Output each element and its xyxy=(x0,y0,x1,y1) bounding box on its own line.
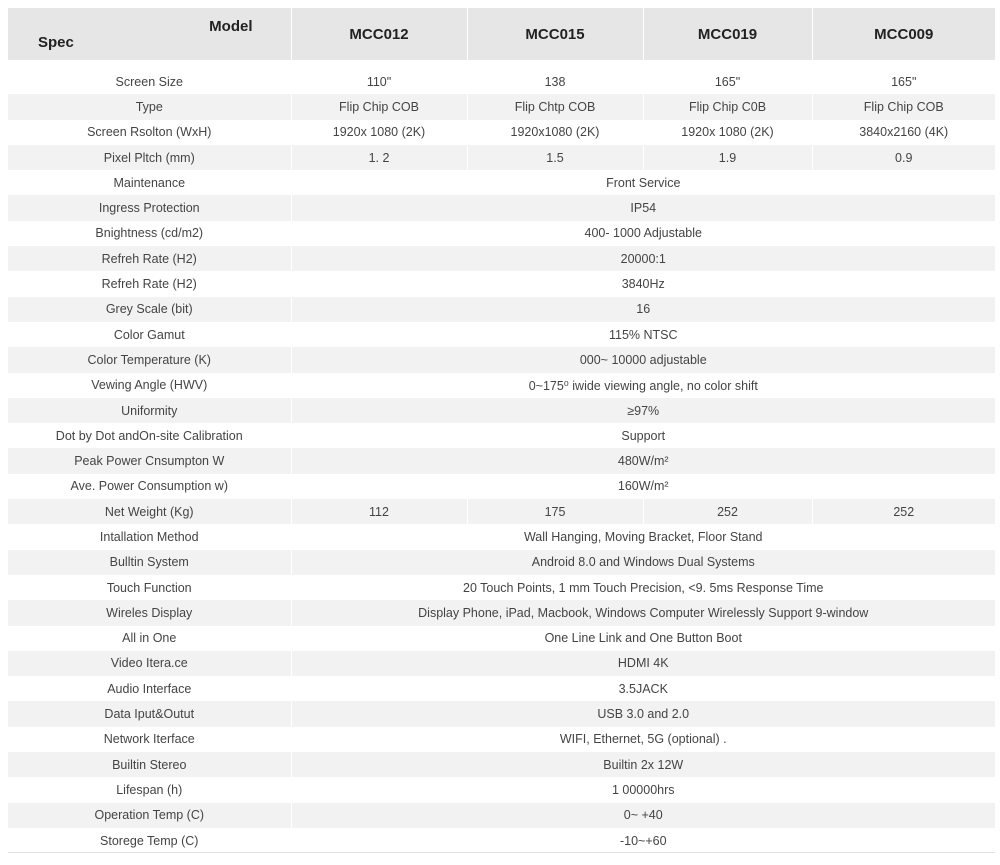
spec-label-cell: Grey Scale (bit) xyxy=(8,297,291,322)
spec-label-cell: Video Itera.ce xyxy=(8,651,291,676)
spec-label-cell: Audio Interface xyxy=(8,676,291,701)
spec-label-cell: Bulltin System xyxy=(8,550,291,575)
table-row xyxy=(8,398,995,423)
spec-value-cell-merged: 0~ +40 xyxy=(291,803,995,828)
table-row xyxy=(8,271,995,296)
spec-comparison-table xyxy=(8,8,995,853)
spec-value-cell: 1920x1080 (2K) xyxy=(467,120,643,145)
spec-label-cell: Wireles Display xyxy=(8,600,291,625)
spec-label-cell: Bnightness (cd/m2) xyxy=(8,221,291,246)
spec-value-cell-merged: One Line Link and One Button Boot xyxy=(291,626,995,651)
header-model-mcc019: MCC019 xyxy=(643,8,812,60)
spec-value-cell: 112 xyxy=(291,499,467,524)
header-corner-cell xyxy=(8,8,291,60)
spec-value-cell-merged: 3840Hz xyxy=(291,271,995,296)
spec-value-cell: 3840x2160 (4K) xyxy=(812,120,995,145)
spec-value-cell-merged: -10~+60 xyxy=(291,828,995,853)
table-bottom-divider xyxy=(8,852,995,853)
header-model-label: Model xyxy=(209,18,253,35)
spec-value-cell-merged: Front Service xyxy=(291,170,995,195)
spec-value-cell: 1. 2 xyxy=(291,145,467,170)
spec-value-cell-merged: Wall Hanging, Moving Bracket, Floor Stand xyxy=(291,524,995,549)
spec-value-cell-merged: 400- 1000 Adjustable xyxy=(291,221,995,246)
table-row xyxy=(8,448,995,473)
spec-label-cell: Refreh Rate (H2) xyxy=(8,271,291,296)
spec-value-cell-merged: IP54 xyxy=(291,195,995,220)
spec-label-cell: Touch Function xyxy=(8,575,291,600)
spec-label-cell: Ingress Protection xyxy=(8,195,291,220)
spec-label-cell: Operation Temp (C) xyxy=(8,803,291,828)
spec-value-cell: 165" xyxy=(812,69,995,94)
table-row xyxy=(8,828,995,853)
spec-label-cell: Storege Temp (C) xyxy=(8,828,291,853)
spec-label-cell: Screen Rsolton (WxH) xyxy=(8,120,291,145)
spec-label-cell: All in One xyxy=(8,626,291,651)
table-row xyxy=(8,676,995,701)
table-row xyxy=(8,246,995,271)
table-row xyxy=(8,727,995,752)
spec-label-cell: Uniformity xyxy=(8,398,291,423)
spec-label-cell: Color Temperature (K) xyxy=(8,347,291,372)
spec-value-cell-merged: 1 00000hrs xyxy=(291,777,995,802)
spec-value-cell-merged: 160W/m² xyxy=(291,474,995,499)
table-row xyxy=(8,120,995,145)
spec-value-cell-merged: Support xyxy=(291,423,995,448)
header-model-mcc015: MCC015 xyxy=(467,8,643,60)
spec-value-cell-merged: Builtin 2x 12W xyxy=(291,752,995,777)
spec-value-cell-merged: 20000:1 xyxy=(291,246,995,271)
spec-value-cell: 110" xyxy=(291,69,467,94)
spec-label-cell: Refreh Rate (H2) xyxy=(8,246,291,271)
spec-value-cell: 1.9 xyxy=(643,145,812,170)
table-row xyxy=(8,777,995,802)
spec-value-cell-merged: Android 8.0 and Windows Dual Systems xyxy=(291,550,995,575)
header-model-mcc009: MCC009 xyxy=(812,8,995,60)
spec-label-cell: Data Iput&Outut xyxy=(8,701,291,726)
spec-label-cell: Vewing Angle (HWV) xyxy=(8,373,291,398)
table-row xyxy=(8,347,995,372)
spec-label-cell: Dot by Dot andOn-site Calibration xyxy=(8,423,291,448)
table-row xyxy=(8,803,995,828)
spec-value-cell-merged: 3.5JACK xyxy=(291,676,995,701)
table-row xyxy=(8,423,995,448)
table-row xyxy=(8,322,995,347)
spec-value-cell-merged: HDMI 4K xyxy=(291,651,995,676)
table-row xyxy=(8,145,995,170)
spec-value-cell: 1920x 1080 (2K) xyxy=(643,120,812,145)
table-row xyxy=(8,195,995,220)
header-spec-label: Spec xyxy=(38,34,74,51)
spec-label-cell: Maintenance xyxy=(8,170,291,195)
spec-label-cell: Screen Size xyxy=(8,69,291,94)
table-row xyxy=(8,575,995,600)
table-row xyxy=(8,221,995,246)
spec-value-cell: Flip Chtp COB xyxy=(467,94,643,119)
table-row xyxy=(8,524,995,549)
spec-label-cell: Color Gamut xyxy=(8,322,291,347)
spec-value-cell-merged: 000~ 10000 adjustable xyxy=(291,347,995,372)
spec-value-cell: Flip Chip COB xyxy=(812,94,995,119)
table-row xyxy=(8,297,995,322)
spec-label-cell: Pixel Pltch (mm) xyxy=(8,145,291,170)
spec-value-cell: 138 xyxy=(467,69,643,94)
spec-label-cell: Lifespan (h) xyxy=(8,777,291,802)
spec-value-cell: 252 xyxy=(643,499,812,524)
spec-value-cell-merged: USB 3.0 and 2.0 xyxy=(291,701,995,726)
table-row xyxy=(8,626,995,651)
spec-value-cell-merged: 16 xyxy=(291,297,995,322)
spec-value-cell-merged: 115% NTSC xyxy=(291,322,995,347)
spec-value-cell: 1920x 1080 (2K) xyxy=(291,120,467,145)
spec-value-cell-merged: ≥97% xyxy=(291,398,995,423)
spec-value-cell: 0.9 xyxy=(812,145,995,170)
spec-label-cell: Type xyxy=(8,94,291,119)
spec-label-cell: Net Weight (Kg) xyxy=(8,499,291,524)
table-row xyxy=(8,69,995,94)
table-row xyxy=(8,701,995,726)
spec-value-cell: 252 xyxy=(812,499,995,524)
table-row xyxy=(8,752,995,777)
spec-value-cell-merged: Display Phone, iPad, Macbook, Windows Computer Wirelessly Support 9-window xyxy=(291,600,995,625)
table-row xyxy=(8,474,995,499)
spec-value-cell-merged: WIFI, Ethernet, 5G (optional) . xyxy=(291,727,995,752)
table-header xyxy=(8,8,995,60)
spec-value-cell-merged: 0~175⁰ iwide viewing angle, no color shift xyxy=(291,373,995,398)
spec-value-cell: 165" xyxy=(643,69,812,94)
table-row xyxy=(8,94,995,119)
spec-value-cell: Flip Chip COB xyxy=(291,94,467,119)
table-row xyxy=(8,170,995,195)
spec-label-cell: Intallation Method xyxy=(8,524,291,549)
spec-label-cell: Builtin Stereo xyxy=(8,752,291,777)
table-row xyxy=(8,499,995,524)
spec-value-cell-merged: 20 Touch Points, 1 mm Touch Precision, <9. 5ms Response Time xyxy=(291,575,995,600)
spec-table xyxy=(8,8,995,853)
table-row xyxy=(8,550,995,575)
spec-value-cell-merged: 480W/m² xyxy=(291,448,995,473)
header-row xyxy=(8,8,995,60)
table-body xyxy=(8,60,995,853)
spec-value-cell: 175 xyxy=(467,499,643,524)
spec-label-cell: Ave. Power Consumption w) xyxy=(8,474,291,499)
spec-value-cell: Flip Chip C0B xyxy=(643,94,812,119)
spec-value-cell: 1.5 xyxy=(467,145,643,170)
header-gap xyxy=(8,60,995,69)
spec-label-cell: Peak Power Cnsumpton W xyxy=(8,448,291,473)
header-model-mcc012: MCC012 xyxy=(291,8,467,60)
table-row xyxy=(8,651,995,676)
table-row xyxy=(8,600,995,625)
table-row xyxy=(8,373,995,398)
spec-label-cell: Network Iterface xyxy=(8,727,291,752)
